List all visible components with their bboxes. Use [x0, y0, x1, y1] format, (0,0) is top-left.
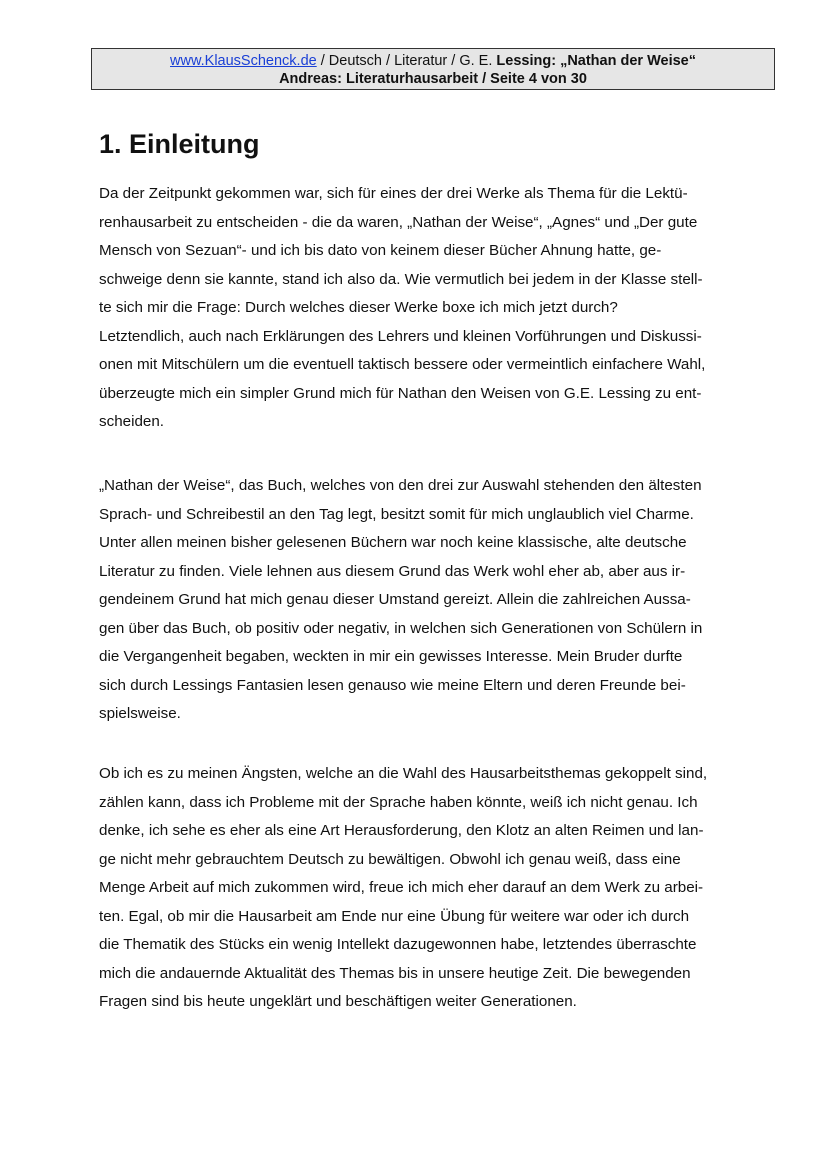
text-line: gendeinem Grund hat mich genau dieser Umstand gereizt. Allein die zahlreichen Aussa-	[99, 591, 691, 608]
text-line: Literatur zu finden. Viele lehnen aus diesem Grund das Werk wohl eher ab, aber aus ir-	[99, 562, 686, 580]
text-line: Mensch von Sezuan“- und ich bis dato von keinem dieser Bücher Ahnung hatte, ge-	[99, 242, 662, 259]
header-subtitle: Andreas: Literaturhausarbeit / Seite 4 von 30	[279, 71, 587, 87]
text-line: die Thematik des Stücks ein wenig Intellekt dazugewonnen habe, letztendes überraschte	[99, 936, 697, 953]
paragraph-2	[99, 472, 769, 729]
text-line: spielsweise.	[99, 705, 181, 722]
text-line: Da der Zeitpunkt gekommen war, sich für eines der drei Werke als Thema für die Lektü-	[99, 185, 688, 202]
text-line: schweige denn sie kannte, stand ich also da. Wie vermutlich bei jedem in der Klasse stell-	[99, 270, 703, 288]
paragraph-3	[99, 760, 769, 1017]
page-header	[91, 48, 775, 90]
text-line: ten. Egal, ob mir die Hausarbeit am Ende nur eine Übung für weitere war oder ich durch	[99, 907, 690, 925]
text-line: ge nicht mehr gebrauchtem Deutsch zu bewältigen. Obwohl ich genau weiß, dass eine	[99, 850, 681, 868]
text-line: te sich mir die Frage: Durch welches dieser Werke boxe ich mich jetzt durch?	[99, 299, 618, 316]
text-line: scheiden.	[99, 413, 165, 430]
text-line: gen über das Buch, ob positiv oder negativ, in welchen sich Generationen von Schülern in	[99, 619, 703, 637]
text-line: zählen kann, dass ich Probleme mit der Sprache haben könnte, weiß ich nicht genau. Ich	[99, 793, 698, 811]
text-line: sich durch Lessings Fantasien lesen genauso wie meine Eltern und deren Freunde bei-	[99, 676, 686, 694]
header-work-title: Lessing: „Nathan der Weise“	[496, 53, 696, 69]
text-line: Ob ich es zu meinen Ängsten, welche an die Wahl des Hausarbeitsthemas gekoppelt sind,	[99, 765, 708, 782]
text-line: Unter allen meinen bisher gelesenen Büchern war noch keine klassische, alte deutsche	[99, 534, 687, 551]
text-line: onen mit Mitschülern um die eventuell taktisch bessere oder vermeintlich einfachere Wahl,	[99, 356, 706, 373]
section-heading: 1. Einleitung	[99, 129, 260, 159]
text-line: Menge Arbeit auf mich zukommen wird, freue ich mich eher darauf an dem Werk zu arbei-	[99, 879, 704, 896]
text-line: überzeugte mich ein simpler Grund mich für Nathan den Weisen von G.E. Lessing zu ent-	[99, 384, 702, 402]
paragraph-1	[99, 180, 769, 437]
text-line: Fragen sind bis heute ungeklärt und beschäftigen weiter Generationen.	[99, 993, 577, 1010]
header-line-1	[92, 52, 774, 70]
site-link[interactable]: www.KlausSchenck.de	[170, 53, 317, 69]
text-line: renhausarbeit zu entscheiden - die da waren, „Nathan der Weise“, „Agnes“ und „Der gute	[99, 213, 698, 231]
text-line: mich die andauernde Aktualität des Themas bis in unsere heutige Zeit. Die bewegenden	[99, 964, 691, 982]
text-line: „Nathan der Weise“, das Buch, welches von den drei zur Auswahl stehenden den ältesten	[99, 477, 702, 494]
text-line: Letztendlich, auch nach Erklärungen des Lehrers und kleinen Vorführungen und Diskussi-	[99, 327, 702, 345]
text-line: denke, ich sehe es eher als eine Art Herausforderung, den Klotz an alten Reimen und lan-	[99, 822, 704, 839]
text-line: die Vergangenheit begaben, weckten in mir ein gewisses Interesse. Mein Bruder durfte	[99, 648, 683, 665]
header-path: / Deutsch / Literatur / G. E.	[316, 53, 497, 69]
text-line: Sprach- und Schreibestil an den Tag legt, besitzt somit für mich unglaublich viel Charme.	[99, 505, 694, 523]
